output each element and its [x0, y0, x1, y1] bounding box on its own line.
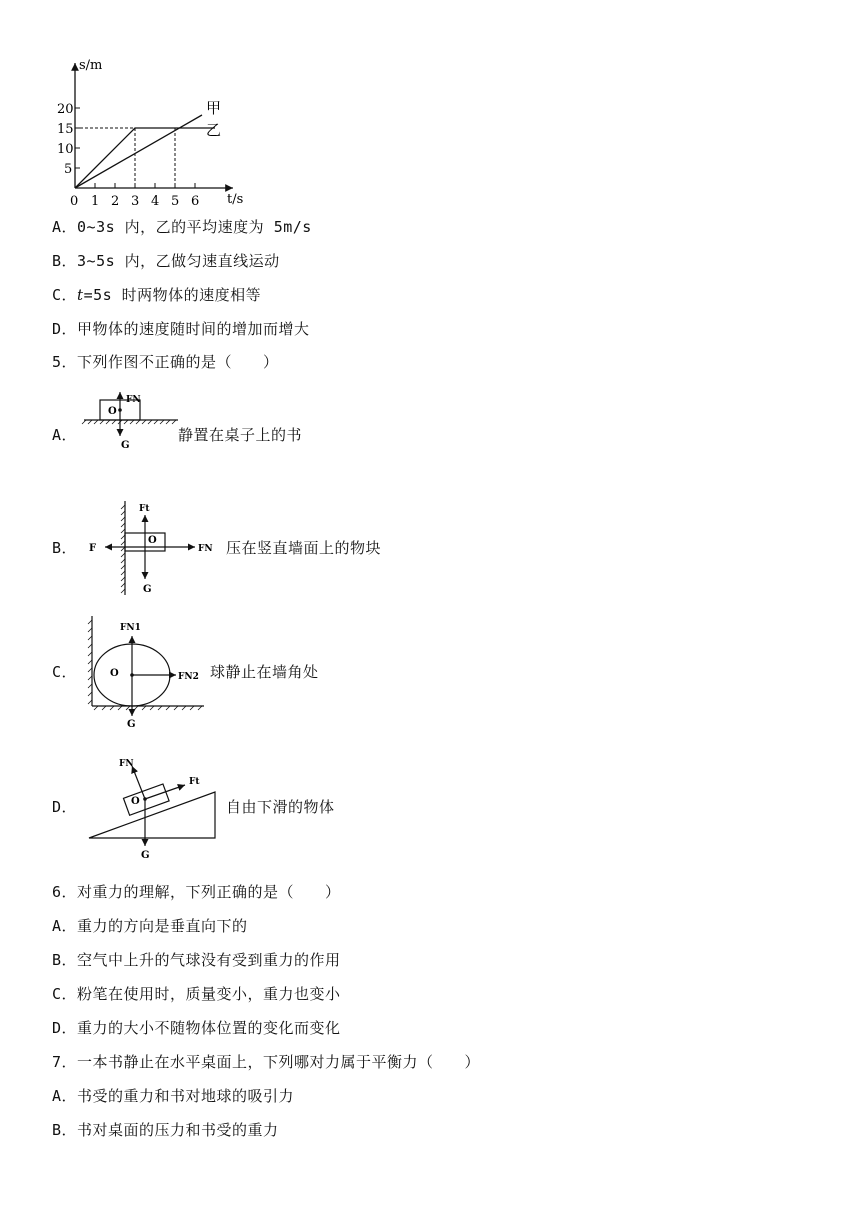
q6-option-c: C．粉笔在使用时，质量变小，重力也变小 [52, 985, 341, 1003]
y-ticks [57, 102, 80, 177]
q5-figure-c [80, 612, 210, 732]
corner-hatch [88, 616, 204, 710]
y-tick-label: 15 [57, 122, 74, 137]
g-label: G [121, 440, 130, 451]
q4-option-c-var: t [77, 286, 84, 304]
x-tick-label: 2 [111, 194, 120, 209]
f-label: F [89, 543, 97, 554]
st-graph [55, 55, 265, 210]
g-label: G [143, 584, 152, 595]
o-label: O [108, 406, 117, 417]
center-dot [130, 673, 134, 677]
q5-figure-d [85, 752, 225, 860]
series-jia-label: 甲 [206, 99, 222, 117]
x-tick-label: 5 [171, 194, 180, 209]
x-tick-label: 3 [131, 194, 140, 209]
q4-option-c [52, 285, 261, 305]
center-dot [143, 797, 147, 801]
y-tick-label: 5 [64, 162, 73, 177]
q5-figure-b [85, 495, 225, 597]
q7-option-a: A．书受的重力和书对地球的吸引力 [52, 1087, 295, 1105]
incline [89, 792, 215, 838]
q5-stem: 5．下列作图不正确的是（ ） [52, 353, 279, 371]
q6-option-d: D．重力的大小不随物体位置的变化而变化 [52, 1019, 341, 1037]
o-label: O [131, 796, 140, 807]
q7-stem: 7．一本书静止在水平桌面上，下列哪对力属于平衡力（ ） [52, 1053, 481, 1071]
table-hatch [82, 420, 178, 424]
fn-label: FN [198, 544, 213, 554]
q5-option-d-label: D． [52, 798, 78, 816]
x-axis-unit: t/s [227, 192, 244, 207]
fn-label: FN [126, 395, 141, 405]
fn-label: FN [119, 759, 134, 769]
x-tick-label: 6 [191, 194, 200, 209]
q5-option-d-caption: 自由下滑的物体 [226, 798, 335, 816]
x-ticks [70, 183, 199, 209]
q5-figure-a [80, 388, 180, 480]
ft-arrow [145, 785, 185, 799]
q6-option-b: B．空气中上升的气球没有受到重力的作用 [52, 951, 341, 969]
center-dot [118, 408, 122, 412]
g-label: G [141, 850, 150, 860]
x-tick-label: 1 [91, 194, 100, 209]
o-label: O [110, 668, 119, 679]
x-tick-label: 0 [70, 194, 79, 209]
q5-option-c-label: C． [52, 663, 78, 681]
y-axis-unit: s/m [79, 58, 103, 73]
q5-option-a-caption: 静置在桌子上的书 [178, 426, 303, 444]
series-yi-label: 乙 [206, 121, 222, 139]
g-label: G [127, 719, 136, 730]
x-tick-label: 4 [151, 194, 160, 209]
o-label: O [148, 535, 157, 546]
q4-option-d: D．甲物体的速度随时间的增加而增大 [52, 320, 310, 338]
fn2-label: FN2 [178, 672, 199, 682]
y-tick-label: 20 [57, 102, 74, 117]
q7-option-b: B．书对桌面的压力和书受的重力 [52, 1121, 279, 1139]
q5-option-a-label: A． [52, 426, 78, 444]
q5-option-b-label: B． [52, 539, 78, 557]
series-jia-line [75, 115, 202, 188]
q6-stem: 6．对重力的理解，下列正确的是（ ） [52, 883, 341, 901]
q4-option-c-rest: =5s 时两物体的速度相等 [83, 286, 262, 304]
q4-option-b: B．3~5s 内，乙做匀速直线运动 [52, 252, 280, 270]
q5-option-b-caption: 压在竖直墙面上的物块 [226, 539, 382, 557]
q4-option-c-prefix: C． [52, 286, 78, 304]
q4-option-a: A．0~3s 内，乙的平均速度为 5m/s [52, 218, 312, 236]
y-tick-label: 10 [57, 142, 74, 157]
ft-label: Ft [189, 777, 200, 787]
q6-option-a: A．重力的方向是垂直向下的 [52, 917, 248, 935]
ft-label: Ft [139, 504, 150, 514]
fn1-label: FN1 [120, 623, 141, 633]
q5-option-c-caption: 球静止在墙角处 [210, 663, 319, 681]
series-yi-line [75, 128, 215, 188]
